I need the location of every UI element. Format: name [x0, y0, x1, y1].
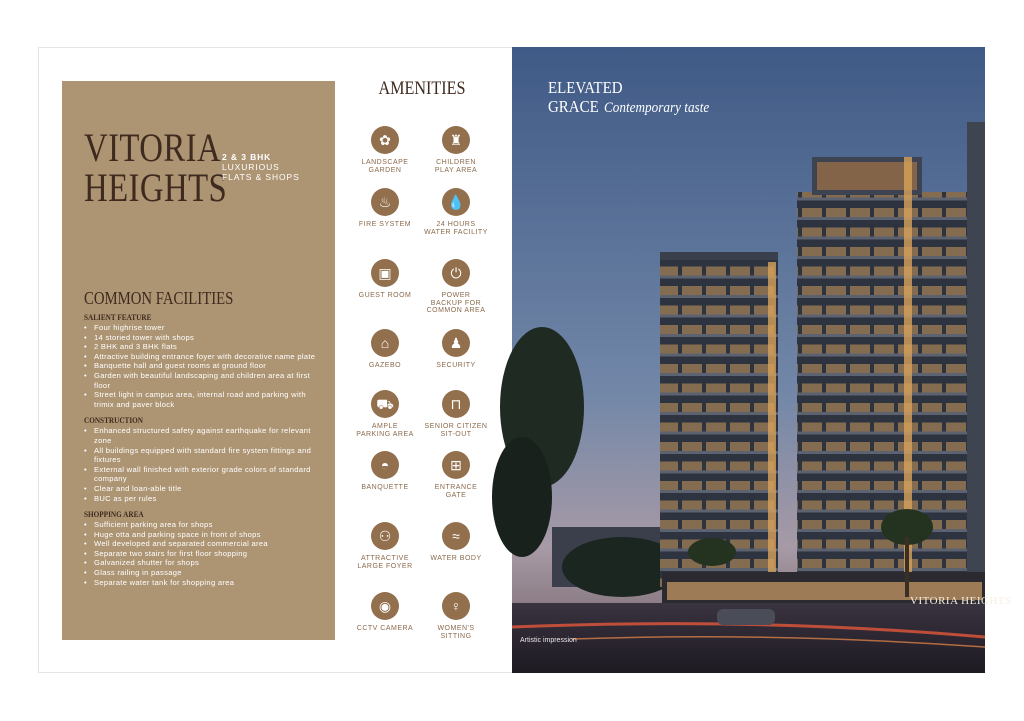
- tagline-flats-shops: FLATS & SHOPS: [222, 172, 300, 182]
- facility-item: • BUC as per rules: [84, 494, 324, 504]
- entrance-gate-icon: ⊞: [442, 451, 470, 479]
- amenity-label-line: ATTRACTIVE: [360, 555, 410, 562]
- parking-icon: ⛟: [371, 390, 399, 418]
- artistic-impression-caption: Artistic impression: [520, 637, 577, 644]
- amenity-label: [345, 362, 425, 370]
- facility-item: • Street light in campus area, internal road and parking with trimix and paver block: [84, 390, 324, 409]
- facility-item: • Banquette hall and guest rooms at ground floor: [84, 361, 324, 371]
- amenity-label-line: LANDSCAPE: [361, 159, 409, 166]
- gazebo-icon: ⌂: [371, 329, 399, 357]
- foyer-icon: ⚇: [371, 522, 399, 550]
- amenity-label: [345, 484, 425, 492]
- amenity-label-line: GUEST ROOM: [358, 292, 412, 299]
- construction-heading: CONSTRUCTION: [84, 415, 144, 426]
- amenity-guest-room: [345, 259, 425, 300]
- amenity-label: [416, 292, 496, 315]
- amenity-label: [416, 555, 496, 563]
- shopping-area-list: [84, 520, 324, 587]
- amenity-label: [345, 423, 425, 438]
- headline-script: Contemporary taste: [603, 100, 710, 116]
- salient-feature-list: [84, 323, 324, 409]
- amenity-label-line: POWER: [441, 292, 471, 299]
- brand-line-1: VITORIA: [84, 125, 222, 170]
- landscape-garden-icon: ✿: [371, 126, 399, 154]
- amenity-label-line: SECURITY: [436, 362, 476, 369]
- facility-item: • Clear and loan-able title: [84, 484, 324, 494]
- facility-item: • 2 BHK and 3 BHK flats: [84, 342, 324, 352]
- building-sign: VITORIA HEIGHTS: [910, 595, 1012, 607]
- facility-item: • 14 storied tower with shops: [84, 333, 324, 343]
- amenity-label-line: WATER BODY: [430, 555, 482, 562]
- construction-list: [84, 426, 324, 503]
- cctv-camera-icon: ◉: [371, 592, 399, 620]
- salient-feature-heading: SALIENT FEATURE: [84, 312, 152, 322]
- brand-title: [84, 125, 228, 210]
- amenity-senior-citizen-sitout: [416, 390, 496, 438]
- headline-grace-row: [548, 97, 709, 118]
- amenity-label: [416, 484, 496, 499]
- amenity-label-line: WOMEN'S: [437, 625, 475, 632]
- amenity-label: [416, 625, 496, 640]
- amenity-label-line: ENTRANCE: [434, 484, 478, 491]
- amenity-parking: [345, 390, 425, 438]
- facility-item: • Huge otta and parking space in front of shops: [84, 530, 324, 540]
- amenity-label: [345, 625, 425, 633]
- amenity-label-line: GARDEN: [368, 166, 402, 174]
- amenity-label: [416, 362, 496, 370]
- amenity-label-line: CHILDREN: [436, 159, 476, 166]
- headline-grace: GRACE: [548, 97, 599, 116]
- facility-item: • Enhanced structured safety against earthquake for relevant zone: [84, 426, 324, 445]
- amenity-label: [345, 221, 425, 229]
- security-icon: ♟: [442, 329, 470, 357]
- photo-headline: [548, 78, 709, 118]
- amenity-label: [416, 423, 496, 438]
- amenity-water-body: [416, 522, 496, 563]
- facility-item: • Galvanized shutter for shops: [84, 558, 324, 568]
- amenity-label: [345, 159, 425, 174]
- amenity-gazebo: [345, 329, 425, 370]
- amenity-label: [416, 159, 496, 174]
- amenity-label-line: GATE: [445, 491, 467, 499]
- amenity-security: [416, 329, 496, 370]
- womens-sitting-icon: ♀: [442, 592, 470, 620]
- amenity-children-play-area: [416, 126, 496, 174]
- tagline-luxurious: LUXURIOUS: [222, 162, 280, 172]
- facility-item: • Well developed and separated commercial area: [84, 539, 324, 549]
- tagline: [222, 152, 300, 182]
- amenity-water-facility: [416, 188, 496, 236]
- tagline-bhk: 2 & 3 BHK: [222, 152, 272, 162]
- amenity-label-line: SITTING: [440, 632, 472, 640]
- power-backup-icon: ⏻: [442, 259, 470, 287]
- amenity-womens-sitting: [416, 592, 496, 640]
- building-render-photo: [512, 47, 1012, 673]
- amenity-label-line: FIRE SYSTEM: [358, 221, 412, 228]
- guest-room-icon: ▣: [371, 259, 399, 287]
- amenity-entrance-gate: [416, 451, 496, 499]
- facility-item: • Attractive building entrance foyer with decorative name plate: [84, 352, 324, 362]
- banquette-icon: ◓: [371, 451, 399, 479]
- amenity-cctv-camera: [345, 592, 425, 633]
- water-body-icon: ≈: [442, 522, 470, 550]
- amenity-label-line: SENIOR CITIZEN: [424, 423, 488, 430]
- facility-item: • Garden with beautiful landscaping and children area at first floor: [84, 371, 324, 390]
- children-play-area-icon: ♜: [442, 126, 470, 154]
- amenity-label-line: AMPLE: [371, 423, 399, 430]
- amenity-foyer: [345, 522, 425, 570]
- common-facilities-title: COMMON FACILITIES: [84, 288, 234, 308]
- facility-item: • External wall finished with exterior grade colors of standard company: [84, 465, 324, 484]
- amenity-label-line: WATER FACILITY: [424, 228, 488, 236]
- amenity-label-line: SIT-OUT: [440, 430, 472, 438]
- amenity-label: [345, 292, 425, 300]
- amenity-label-line: GAZEBO: [368, 362, 402, 369]
- facility-item: • All buildings equipped with standard fire system fittings and fixtures: [84, 446, 324, 465]
- amenity-label-line: 24 HOURS: [436, 221, 476, 228]
- shopping-area-heading: SHOPPING AREA: [84, 509, 144, 520]
- facility-item: • Separate two stairs for first floor shopping: [84, 549, 324, 559]
- amenity-power-backup: [416, 259, 496, 315]
- fire-system-icon: ♨: [371, 188, 399, 216]
- amenity-fire-system: [345, 188, 425, 229]
- headline-elevated: ELEVATED: [548, 78, 623, 97]
- amenity-label-line: BACKUP FOR: [430, 299, 482, 307]
- facilities-list: [84, 312, 324, 587]
- senior-citizen-sitout-icon: ⊓: [442, 390, 470, 418]
- facility-item: • Glass railing in passage: [84, 568, 324, 578]
- amenity-landscape-garden: [345, 126, 425, 174]
- amenity-label-line: COMMON AREA: [426, 307, 486, 315]
- water-facility-icon: 💧: [442, 188, 470, 216]
- facility-item: • Sufficient parking area for shops: [84, 520, 324, 530]
- amenity-label-line: CCTV CAMERA: [356, 625, 414, 632]
- amenity-label-line: PARKING AREA: [356, 430, 414, 438]
- amenity-banquette: [345, 451, 425, 492]
- amenity-label-line: PLAY AREA: [434, 166, 478, 174]
- facility-item: • Four highrise tower: [84, 323, 324, 333]
- amenity-label: [345, 555, 425, 570]
- amenity-label: [416, 221, 496, 236]
- facility-item: • Separate water tank for shopping area: [84, 578, 324, 588]
- brand-line-2: HEIGHTS: [84, 165, 228, 210]
- amenity-label-line: BANQUETTE: [361, 484, 409, 491]
- amenities-title: AMENITIES: [378, 78, 466, 99]
- amenity-label-line: LARGE FOYER: [357, 562, 413, 570]
